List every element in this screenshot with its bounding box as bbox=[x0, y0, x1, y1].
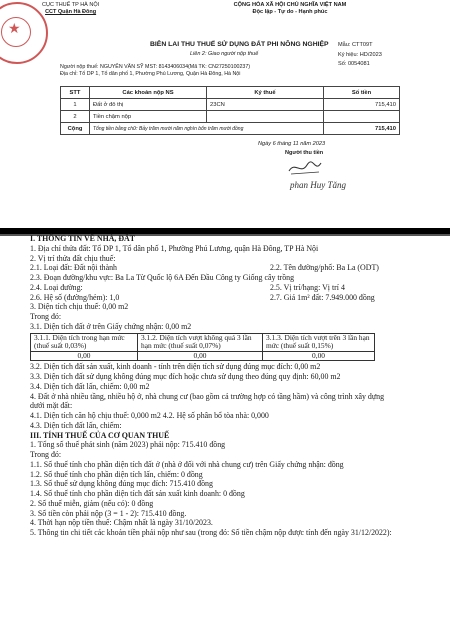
taxable-area: 3. Diện tích chịu thuế: 0,00 m2 bbox=[30, 302, 129, 312]
signature-mark bbox=[285, 157, 325, 179]
signer-name: phan Huy Tăng bbox=[290, 180, 346, 190]
apartment-note: 4. Đất ở nhà nhiều tầng, nhiều hộ ở, nhà chung cư (bao gồm cả trường hợp có tầng hầm) và công trình xây dựng bbox=[30, 391, 385, 401]
tax-encroached: 1.2. Số thuế tính cho phần diện tích lấn, chiếm: 0 đồng bbox=[30, 469, 203, 479]
receipt-title: BIÊN LAI THU THUẾ SỬ DỤNG ĐẤT PHI NÔNG NGHIỆP bbox=[150, 41, 329, 48]
receipt-subtitle: Liên 2: Giao người nộp thuế bbox=[190, 51, 259, 57]
country-motto: Độc lập - Tự do - Hạnh phúc bbox=[252, 9, 328, 15]
rate-col-2: 3.1.2. Diện tích vượt không quá 3 lần hạn mức (thuế suất 0,07%) bbox=[138, 333, 263, 351]
row-amount: 715,410 bbox=[324, 99, 400, 111]
row-item: Tiền chậm nộp bbox=[90, 111, 207, 123]
tax-deadline: 4. Thời hạn nộp tiền thuế: Chậm nhất là ngày 31/10/2023. bbox=[30, 518, 213, 528]
col-amount: Số tiền bbox=[324, 87, 400, 99]
certified-area: 3.1. Diện tích đất ở trên Giấy chứng nhận: 0,00 m2 bbox=[30, 321, 192, 331]
tax-of-which: Trong đó: bbox=[30, 450, 62, 460]
position-rank: 2.5. Vị trí/hạng: Vị trí 4 bbox=[270, 282, 345, 292]
tax-payable: 3. Số tiền còn phải nộp (3 = 1 - 2): 715.410 đồng. bbox=[30, 508, 187, 518]
table-row bbox=[61, 99, 400, 111]
tax-rate-table bbox=[30, 333, 375, 362]
tax-business: 1.4. Số thuế tính cho phần diện tích đất sản xuất kinh doanh: 0 đồng bbox=[30, 489, 245, 499]
land-type: 2.1. Loại đất: Đất nội thành bbox=[30, 263, 117, 273]
row-item: Đất ở đô thị bbox=[90, 99, 207, 111]
road-type: 2.4. Loại đường: bbox=[30, 282, 83, 292]
official-red-seal: ★ bbox=[0, 2, 48, 64]
total-label: Cộng bbox=[61, 123, 90, 135]
receipt-meta bbox=[338, 41, 382, 70]
land-position-heading: 2. Vị trí thửa đất chịu thuế: bbox=[30, 253, 116, 263]
payment-details: 5. Thông tin chi tiết các khoản tiền phải nộp như sau (trong đó: Số tiền chậm nộp được tính đến ngày 31/12/2022): bbox=[30, 528, 392, 538]
row-amount bbox=[324, 111, 400, 123]
form-number: Mẫu: CTT09T bbox=[338, 42, 373, 48]
issuing-agency bbox=[42, 2, 99, 16]
tax-exempt: 2. Số thuế miễn, giảm (nếu có): 0 đồng bbox=[30, 498, 154, 508]
col-stt: STT bbox=[61, 87, 90, 99]
tax-residential: 1.1. Số thuế tính cho phần diện tích đất ở (nhà ở đối với nhà chung cư) trên Giấy chứng nhận: đồng bbox=[30, 459, 344, 469]
encroached-area: 3.4. Diện tích đất lấn, chiếm: 0,00 m2 bbox=[30, 381, 150, 391]
symbol: Ký hiệu: HD/2023 bbox=[338, 51, 382, 58]
serial-number: Số: 0054081 bbox=[338, 61, 370, 67]
rate-value-3: 0,00 bbox=[263, 351, 375, 361]
misused-area: 3.3. Diện tích đất sử dụng không đúng mục đích hoặc chưa sử dụng theo đúng quy định: 60,00 m2 bbox=[30, 372, 341, 382]
tax-notice-body bbox=[30, 234, 440, 538]
of-which-note: Trong đó: bbox=[30, 312, 62, 321]
payer-info bbox=[60, 64, 250, 78]
section-heading-1: I. THÔNG TIN VỀ NHÀ, ĐẤT bbox=[30, 234, 136, 243]
rate-value-2: 0,00 bbox=[138, 351, 263, 361]
total-words: Tổng tiền bằng chữ: Bảy trăm mười năm nghìn bốn trăm mười đồng bbox=[90, 123, 324, 135]
apartment-encroached: 4.3. Diện tích đất lấn, chiếm: bbox=[30, 420, 122, 430]
sign-date: Ngày 6 tháng 11 năm 2023 bbox=[258, 141, 326, 147]
coefficient: 2.6. Hệ số (đường/hẻm): 1,0 bbox=[30, 292, 120, 302]
section-heading-3: III. TÍNH THUẾ CỦA CƠ QUAN THUẾ bbox=[30, 430, 170, 440]
street-name: 2.2. Tên đường/phố: Ba La (ODT) bbox=[270, 263, 379, 273]
rate-col-1: 3.1.1. Diện tích trong hạn mức (thuế suất 0,03%) bbox=[31, 333, 138, 351]
col-item: Các khoản nộp NS bbox=[90, 87, 207, 99]
business-area: 3.2. Diện tích đất sản xuất, kinh doanh - tính trên diện tích sử dụng đúng mục đích: 0,00 m2 bbox=[30, 362, 321, 372]
agency-line-1: CỤC THUẾ TP HÀ NỘI bbox=[42, 2, 100, 8]
agency-line-2: CCT Quận Hà Đông bbox=[45, 9, 97, 15]
payer-address: Địa chỉ: Tổ DP 1, Tổ dân phố 1, Phường Phú Lương, Quận Hà Đông, Hà Nội bbox=[60, 71, 241, 77]
tax-misused: 1.3. Số thuế sử dụng không đúng mục đích: 715.410 đồng bbox=[30, 479, 213, 489]
land-price: 2.7. Giá 1m² đất: 7.949.000 đồng bbox=[270, 292, 375, 302]
road-segment: 2.3. Đoạn đường/khu vực: Ba La Từ Quốc lộ 6A Đến Đầu Công ty Giống cây trồng bbox=[30, 273, 295, 282]
receipt-table bbox=[60, 86, 400, 135]
signer-role: Người thu tiền bbox=[285, 150, 324, 156]
table-row bbox=[61, 111, 400, 123]
row-code bbox=[207, 111, 324, 123]
row-code: 23CN bbox=[207, 99, 324, 111]
apartment-area: 4.1. Diện tích căn hộ chịu thuế: 0,000 m2 4.2. Hệ số phân bổ tòa nhà: 0,000 bbox=[30, 411, 269, 421]
col-code: Ký thuế bbox=[207, 87, 324, 99]
country-name: CỘNG HÒA XÃ HỘI CHỦ NGHĨA VIỆT NAM bbox=[233, 2, 347, 8]
total-row bbox=[61, 123, 400, 135]
total-tax: 1. Tổng số thuế phát sinh (năm 2023) phải nộp: 715.410 đồng bbox=[30, 440, 226, 450]
apartment-note-cont: dưới mặt đất: bbox=[30, 401, 73, 411]
national-header bbox=[200, 2, 380, 16]
row-stt: 1 bbox=[61, 99, 90, 111]
rate-col-3: 3.1.3. Diện tích vượt trên 3 lần hạn mức (thuế suất 0,15%) bbox=[263, 333, 375, 351]
row-stt: 2 bbox=[61, 111, 90, 123]
rate-value-1: 0,00 bbox=[31, 351, 138, 361]
payer-line: Người nộp thuế: NGUYỄN VĂN SỸ MST: 8143406034(Mã TK: CN27250100237) bbox=[60, 64, 251, 70]
total-amount: 715,410 bbox=[324, 123, 400, 135]
land-address: 1. Địa chỉ thửa đất: Tổ DP 1, Tổ dân phố 1, Phường Phú Lương, quận Hà Đông, TP Hà Nội bbox=[30, 243, 319, 253]
